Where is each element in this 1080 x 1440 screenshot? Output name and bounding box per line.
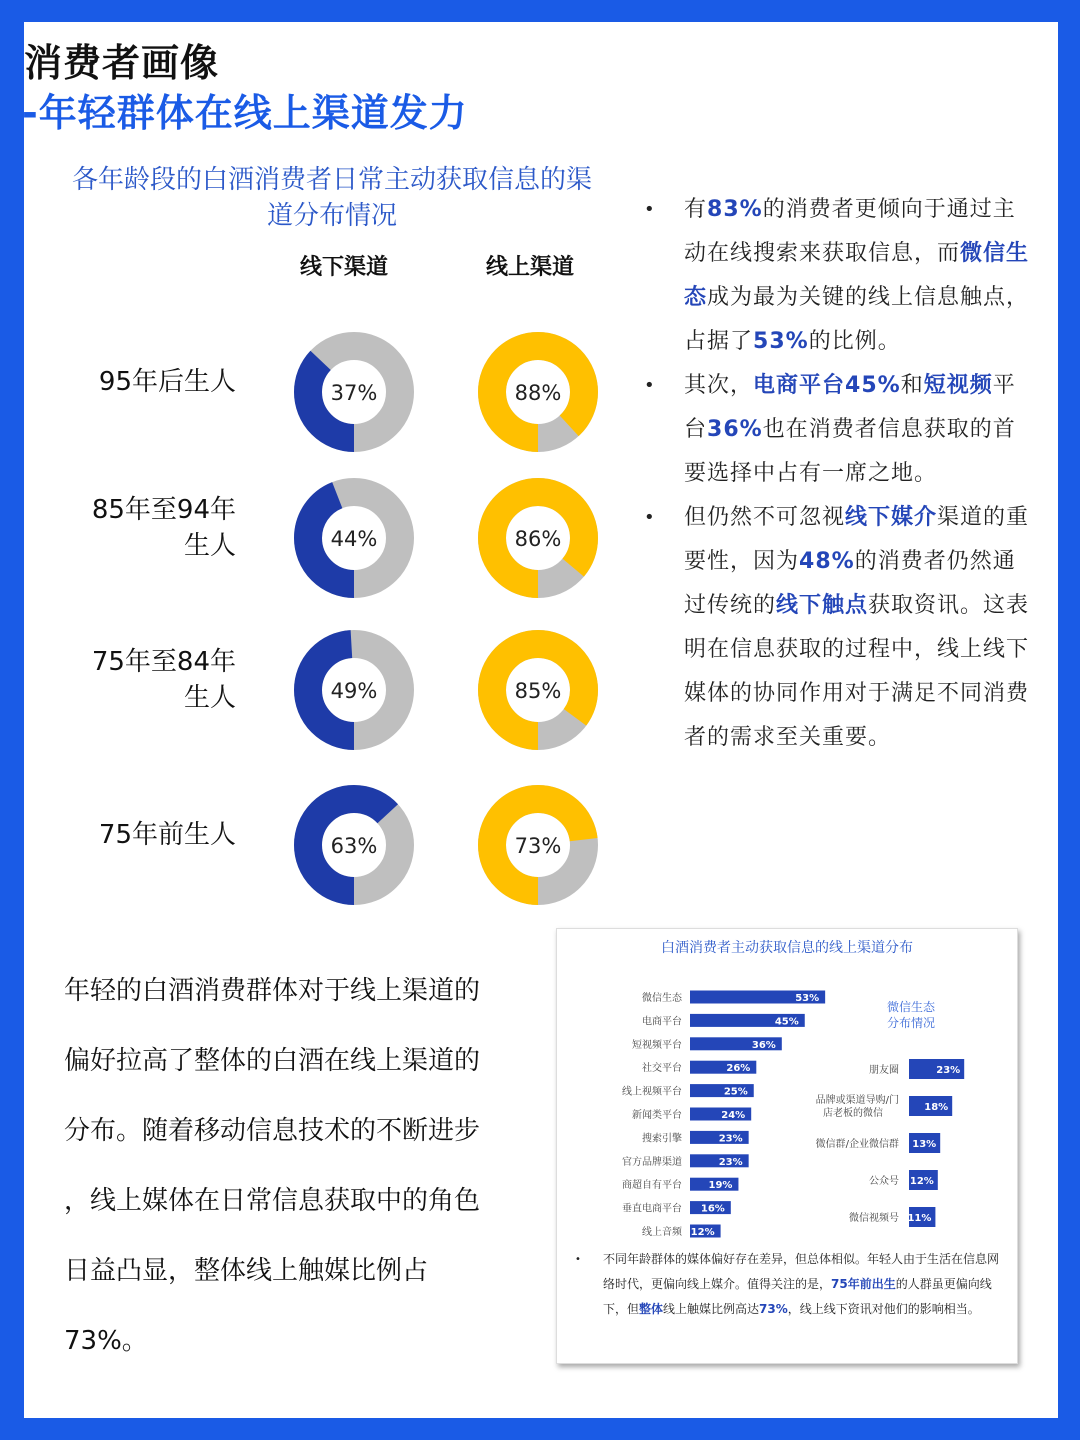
sub-category-label: 微信视频号: [849, 1213, 899, 1224]
bar-chart-title: 白酒消费者主动获取信息的线上渠道分布: [661, 940, 913, 956]
bar-value-label: 16%: [700, 1203, 725, 1215]
bar-category-label: 线上视频平台: [622, 1086, 682, 1098]
online-donut: [492, 799, 584, 891]
highlight-text: 83%: [707, 197, 763, 222]
highlight-text: 73%: [759, 1302, 788, 1316]
summary-paragraph: [64, 956, 534, 1376]
sub-category-label: 朋友圈: [869, 1065, 899, 1076]
sub-bar-value-label: 12%: [909, 1176, 934, 1187]
online-donut: [492, 346, 584, 438]
online-donut-label: 73%: [514, 834, 562, 858]
sub-category-label: 公众号: [869, 1176, 899, 1187]
online-channel-panel: [556, 928, 1018, 1364]
page-title: 消费者画像: [24, 41, 220, 85]
age-label-line: 75年前生人: [98, 820, 236, 850]
bar-value-label: 19%: [708, 1180, 733, 1192]
page-subtitle: -年轻群体在线上渠道发力: [22, 91, 468, 135]
bar-value-label: 23%: [718, 1156, 743, 1168]
body-text: 渠道的重要性，因为: [684, 505, 1030, 574]
paragraph-line: 日益凸显，整体线上触媒比例占: [64, 1256, 429, 1286]
highlight-text: 微信生态: [684, 241, 1030, 310]
bar-category-label: 电商平台: [642, 1016, 682, 1028]
body-text: 成为最为关键的线上信息触点，占据了: [684, 285, 1030, 354]
body-text: 线上触媒比例高达: [663, 1302, 760, 1316]
online-donut-label: 88%: [514, 381, 562, 405]
body-text: 也在消费者信息获取的首要选择中占有一席之地。: [684, 417, 1016, 486]
bar-category-label: 官方品牌渠道: [622, 1156, 682, 1168]
sub-category-label: 店老板的微信: [823, 1108, 883, 1119]
offline-donut: [308, 492, 400, 584]
highlight-text: 线下媒介: [845, 505, 938, 530]
highlight-text: 75年前出生: [831, 1277, 896, 1291]
highlight-text: 53%: [753, 329, 809, 354]
age-label-line: 生人: [183, 683, 236, 713]
bar-category-label: 垂直电商平台: [622, 1203, 682, 1215]
bar-value-label: 45%: [774, 1016, 799, 1028]
insight-bullets: [634, 188, 1030, 760]
bullet-dot-icon: •: [644, 375, 656, 396]
age-label-line: 95年后生人: [98, 367, 236, 397]
offline-column-header: 线下渠道: [300, 255, 389, 280]
highlight-text: 整体: [639, 1302, 664, 1316]
bar-value-label: 26%: [726, 1063, 751, 1075]
bar-category-label: 新闻类平台: [632, 1110, 682, 1121]
highlight-text: 36%: [707, 417, 763, 442]
sub-chart-title: 微信生态: [886, 1000, 936, 1014]
online-column-header: 线上渠道: [486, 255, 575, 280]
bar-category-label: 商超自有平台: [622, 1180, 682, 1192]
paragraph-line: 年轻的白酒消费群体对于线上渠道的: [64, 976, 481, 1006]
bullet-dot-icon: •: [644, 199, 656, 220]
body-text: 获取资讯。这表明在信息获取的过程中，线上线下媒体的协同作用对于满足不同消费者的需求至关重要。: [684, 593, 1030, 750]
bar-value-label: 36%: [751, 1039, 776, 1051]
bullet-dot-icon: •: [575, 1254, 581, 1265]
offline-donut-label: 37%: [330, 381, 378, 405]
panel-note: [575, 1247, 1000, 1322]
body-text: 的消费者仍然通过传统的: [684, 549, 1016, 618]
sub-bar-value-label: 13%: [912, 1139, 937, 1150]
bar-category-label: 微信生态: [642, 993, 682, 1004]
body-text: 的消费者更倾向于通过主动在线搜索来获取信息，而: [684, 197, 1016, 266]
bar-value-label: 23%: [718, 1133, 743, 1145]
bar-chart: [557, 929, 1017, 1238]
online-donut: [492, 644, 584, 736]
paragraph-line: 偏好拉高了整体的白酒在线上渠道的: [64, 1046, 481, 1076]
body-text: 和: [900, 373, 924, 398]
offline-donut: [308, 346, 400, 438]
bullet-dot-icon: •: [644, 507, 656, 528]
offline-donut: [308, 799, 400, 891]
paragraph-line: 分布。随着移动信息技术的不断进步: [64, 1116, 481, 1146]
bar-value-label: 12%: [690, 1227, 715, 1238]
age-label-line: 85年至94年: [91, 495, 236, 525]
bar-value-label: 24%: [721, 1110, 746, 1121]
body-text: ，线上线下资讯对他们的影响相当。: [787, 1302, 980, 1316]
bar-category-label: 社交平台: [642, 1063, 682, 1075]
age-label-line: 75年至84年: [91, 647, 236, 677]
offline-donut: [308, 644, 400, 736]
body-text: 不同年龄群体的媒体偏好存在差异，但总体相似。年轻人由于生活在信息网络时代，更偏向线上媒介。值得关注的是，: [603, 1252, 1000, 1291]
highlight-text: 48%: [799, 549, 855, 574]
offline-donut-label: 49%: [330, 679, 378, 703]
offline-donut-label: 63%: [330, 834, 378, 858]
highlight-text: 短视频: [923, 373, 993, 398]
body-text: 其次，: [684, 373, 754, 398]
body-text: 但仍然不可忽视: [684, 505, 846, 530]
online-donut-label: 85%: [514, 679, 562, 703]
bar-category-label: 搜索引擎: [642, 1133, 682, 1145]
bar-value-label: 53%: [795, 993, 820, 1004]
bar-value-label: 25%: [723, 1086, 748, 1098]
insight-bullet: [634, 188, 1030, 364]
online-donut-label: 86%: [514, 527, 562, 551]
sub-category-label: 微信群/企业微信群: [815, 1139, 899, 1150]
insight-bullet: [634, 496, 1030, 760]
offline-donut-label: 44%: [330, 527, 378, 551]
age-label-line: 生人: [183, 531, 236, 561]
body-text: 的人群虽更偏向线下，但: [603, 1277, 992, 1316]
sub-category-label: 品牌或渠道导购/门: [815, 1095, 899, 1106]
body-text: 有: [684, 197, 708, 222]
paragraph-line: 73%。: [64, 1326, 148, 1356]
highlight-text: 线下触点: [776, 593, 869, 618]
bar-category-label: 线上音频: [642, 1227, 682, 1238]
donut-chart-title: 各年龄段的白酒消费者日常主动获取信息的渠道分布情况: [72, 165, 593, 231]
insight-bullet: [634, 364, 1030, 496]
paragraph-line: ，线上媒体在日常信息获取中的角色: [64, 1186, 481, 1216]
body-text: 平台: [684, 373, 1016, 442]
sub-bar-value-label: 18%: [924, 1102, 949, 1113]
sub-chart-title: 分布情况: [886, 1016, 936, 1030]
body-text: 的比例。: [808, 329, 901, 354]
bar-category-label: 短视频平台: [632, 1039, 682, 1051]
highlight-text: 电商平台45%: [753, 373, 901, 398]
online-donut: [492, 492, 584, 584]
sub-bar-value-label: 23%: [936, 1065, 961, 1076]
sub-bar-value-label: 11%: [907, 1213, 932, 1224]
